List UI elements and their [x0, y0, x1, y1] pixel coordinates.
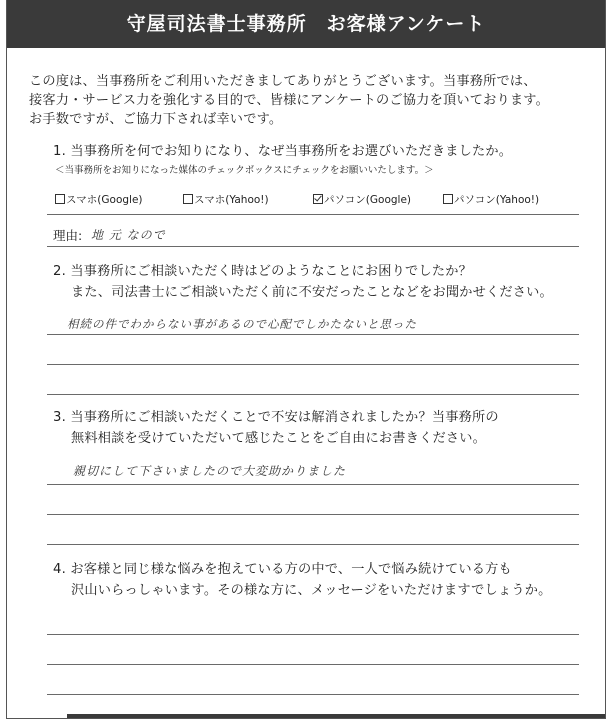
checkbox-checked[interactable] — [313, 194, 323, 204]
footer-bar — [67, 714, 605, 718]
question-2-line2: また、司法書士にご相談いただく前に不安だったことなどをお聞かせください。 — [71, 285, 553, 300]
intro-text — [29, 72, 549, 129]
answer-rule — [47, 664, 579, 665]
question-4-line1: 4. お客様と同じ様な悩みを抱えている方の中で、一人で悩み続けている方も — [53, 562, 512, 577]
answer-rule — [47, 484, 579, 485]
question-3-line1: 3. 当事務所にご相談いただくことで不安は解消されましたか？当事務所の — [53, 410, 499, 425]
option-pc-google[interactable] — [313, 192, 411, 207]
option-pc-yahoo[interactable] — [443, 192, 539, 207]
reason-label: 理由: — [53, 228, 83, 243]
answer-rule — [47, 334, 579, 335]
question-2-line1: 2. 当事務所にご相談いただく時はどのようなことにお困りでしたか？ — [53, 264, 472, 279]
checkbox[interactable] — [183, 194, 193, 204]
option-label: パソコン(Google) — [324, 194, 412, 206]
answer-rule — [47, 634, 579, 635]
question-3-line2: 無料相談を受けていただいて感じたことをご自由にお書きください。 — [71, 431, 487, 446]
answer-rule — [47, 246, 579, 247]
reason-answer[interactable]: 地 元 なので — [91, 228, 166, 242]
checkbox[interactable] — [443, 194, 453, 204]
answer-rule — [47, 694, 579, 695]
intro-line: 接客力・サービス力を強化する目的で、皆様にアンケートのご協力を頂いております。 — [29, 93, 549, 108]
answer-rule — [47, 394, 579, 395]
question-1: 1. 当事務所を何でお知りになり、なぜ当事務所をお選びいただきましたか。 — [53, 144, 513, 159]
option-label: スマホ(Google) — [66, 194, 143, 206]
intro-line: お手数ですが、ご協力下されば幸いです。 — [29, 112, 283, 127]
answer-rule — [47, 514, 579, 515]
checkbox[interactable] — [55, 194, 65, 204]
option-smartphone-google[interactable] — [55, 192, 143, 207]
option-label: パソコン(Yahoo!) — [454, 194, 540, 206]
question-2-answer[interactable]: 相続の件でわからない事があるので心配でしかたないと思った — [67, 317, 417, 331]
answer-rule — [47, 214, 579, 215]
question-4-line2: 沢山いらっしゃいます。その様な方に、メッセージをいただけますでしょうか。 — [71, 583, 552, 598]
question-3-answer[interactable]: 親切にして下さいましたので大変助かりました — [73, 464, 347, 478]
answer-rule — [47, 544, 579, 545]
answer-rule — [47, 364, 579, 365]
question-1-note: ＜当事務所をお知りになった媒体のチェックボックスにチェックをお願いいたします。＞ — [55, 165, 434, 176]
intro-line: この度は、当事務所をご利用いただきましてありがとうございます。当事務所では、 — [29, 74, 537, 89]
option-smartphone-yahoo[interactable] — [183, 192, 269, 207]
survey-sheet — [6, 0, 606, 719]
survey-title: 守屋司法書士事務所 お客様アンケート — [7, 0, 605, 48]
option-label: スマホ(Yahoo!) — [194, 194, 269, 206]
